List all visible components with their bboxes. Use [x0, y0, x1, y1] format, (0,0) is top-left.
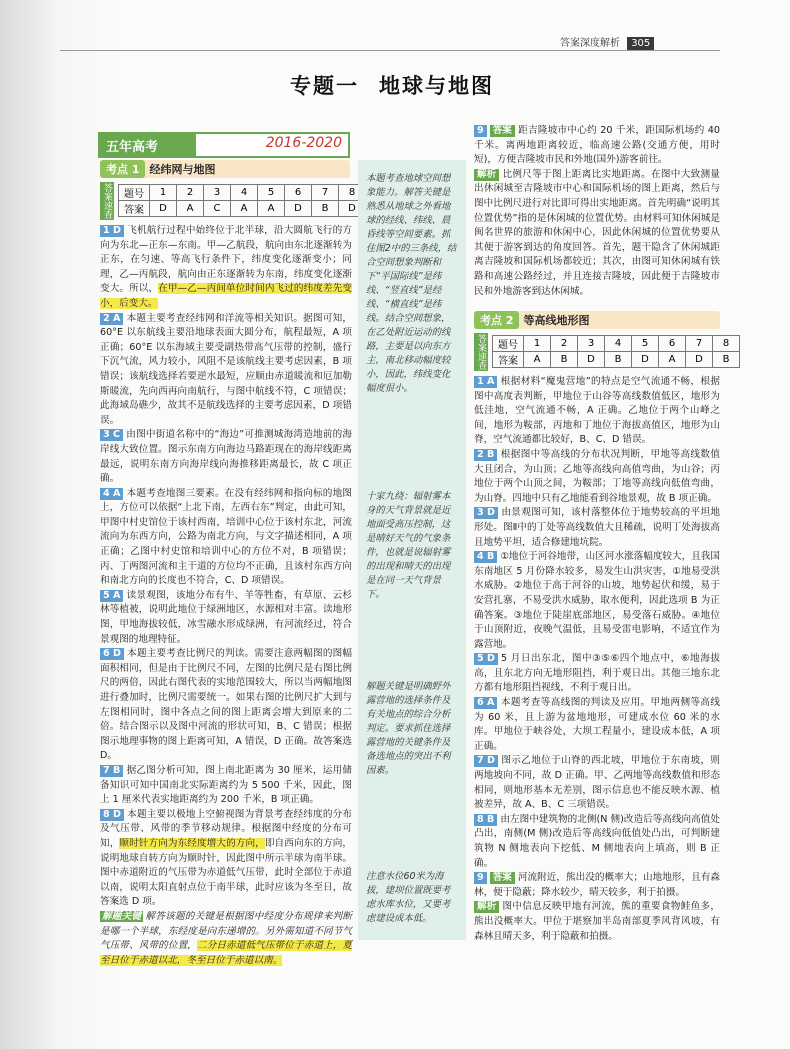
table-header: 题号: [119, 185, 150, 201]
table-header: 答案: [493, 352, 524, 368]
key-paragraph: [100, 910, 352, 968]
answer-paragraph: [100, 224, 352, 312]
margin-note-1: 本题考查地球空间想象能力。解答关键是熟悉从地球之外看地球的经线、纬线、晨昏线等空间要素。抓住图2中的三条线，结合空间想象判断和下“平国际线”是纬线、“竖直线”是经线、“横直线”是纬线。结合空间想象，在乙处附近运动的线路，主要是以向东方主，南北移动幅度较小，因此，纬线变化幅度很小。: [366, 173, 457, 394]
answer-text: 读景观图，该地分布有牛、羊等牲畜，有草原、云杉林等植被，说明此地位于绿洲地区，水源相对丰富。读地形图，甲地海拔较低，冰雪融水形成绿洲，有河流经过，符合景观图的地理特征。: [100, 589, 352, 645]
section-name: 经纬网与地图: [149, 163, 216, 176]
answer-text: 本题主要考查比例尺的判读。需要注意两幅图的图幅面积相同，但是由于比例尺不同，左图的比例尺是右图比例尺的两倍，因此右图代表的实地范围较大，所以当两幅地图进行叠加时，比例尺需要统一。如果右图的比例尺扩大到与左图相同时，图中各点之间的图上距离会增大到原来的二倍。结合图示以及图中河流的形状可知，B、C 错误；根据图示地理事物的图上距离可知，A 错误，D 正确。故答案选 D。: [100, 648, 352, 762]
table-cell: 8: [713, 336, 740, 352]
answer-text: 飞机航行过程中始终位于北半球，沿大圆航飞行的方向为东北—正东—东南。甲—乙航段，航向由东北逐渐转为正东，在匀速、等高飞行条件下，纬度变化逐渐变小；同理，乙—丙航段，航向由正东逐渐转为东南，纬度变化逐渐变大。所以，: [100, 225, 352, 295]
answer-text: 5 月日出东北，图中③⑤⑥四个地点中，⑥地海拔高，且东北方向无地形阻挡，利于观日出。其他三地东北方都有地形阻挡视线，不利于观日出。: [474, 653, 720, 694]
answer-paragraph: [474, 375, 720, 448]
answer-paragraph: [474, 506, 720, 550]
table-cell: D: [578, 352, 605, 368]
answer-paragraph: [100, 764, 352, 808]
answer-badge: 4 B: [474, 551, 497, 563]
answer-text: 由左图中建筑物的北侧(N 侧)改造后等高线向高值处凸出，南侧(M 侧)改造后等高线向低值处凸出，可判断建筑物 N 侧地表向下挖低、M 侧地表向上填高，则 B 正确。: [474, 813, 720, 869]
table-cell: 8: [339, 185, 366, 201]
answer-badge: 5 A: [100, 590, 123, 602]
answer-quicklook-label: 答案速查: [476, 334, 486, 370]
title-part: 专题一: [290, 74, 359, 98]
answer-badge: 9: [474, 125, 487, 137]
answer-badge: 2 B: [474, 449, 497, 461]
table-cell: D: [632, 352, 659, 368]
table-cell: 5: [632, 336, 659, 352]
table-cell: 6: [285, 185, 312, 201]
answer-badge: 3 D: [474, 507, 498, 519]
analysis-text: 比例尺等于图上距离比实地距离。在图中大致测量出休闲城至吉隆坡市中心和国际机场的图上距离，然后与图中比例尺进行对比即可得出实地距离。首先明确“说明其位置优势”指的是休闲城的位置优势。由材料可知休闲城是闽名世界的旅游和休闲中心，因此休闲城的位置优势要从其便于游客到达的角度回答。首先，题干隐含了休闲城距离吉隆坡和国际机场都较近；其次，由图可知休闲城有铁路和高速公路经过，并且连接吉隆坡，因此便于吉隆坡市民和外地游客到达休闲城。: [474, 168, 720, 297]
table-cell: 3: [204, 185, 231, 201]
table-cell: 2: [177, 185, 204, 201]
answer-label: 答案: [490, 125, 515, 137]
answer-label: 答案: [490, 872, 515, 884]
header-text: 答案深度解析: [560, 38, 620, 49]
answer-badge: 1 A: [474, 376, 497, 388]
highlighted-text: 顺时针方向为东经度增大的方向，: [119, 837, 265, 849]
answer-text: 本题主要以极地上空俯视图为背景考查经纬度的分布及气压带、风带的季节移动规律。根据图中经度的分布可知，: [100, 808, 352, 849]
answer-table-1: [118, 184, 366, 217]
answer-paragraph: [474, 448, 720, 506]
table-cell: 1: [524, 336, 551, 352]
table-cell: A: [177, 201, 204, 217]
table-cell: B: [312, 201, 339, 217]
table-cell: 2: [551, 336, 578, 352]
answer-paragraph: [100, 428, 352, 486]
margin-note-4: 注意水位60米为海拔，建坝位置既要考虑水库水位，又要考虑建设成本低。: [366, 871, 451, 924]
answer-badge: 8 B: [474, 814, 497, 826]
section-name: 等高线地形图: [523, 314, 590, 327]
table-cell: D: [339, 201, 366, 217]
table-cell: 7: [686, 336, 713, 352]
answer-badge: 6 D: [100, 648, 124, 660]
page-number: 305: [627, 37, 654, 50]
answer-paragraph: [474, 813, 720, 871]
left-column-text: [100, 224, 352, 968]
answer-text: 本题主要考查经纬网和洋流等相关知识。据图可知，60°E 以东航线主要沿地球表面大圆分布，航程最短，A 项正确；60°E 以东海域主要受副热带高气压带的控制，盛行下沉气流，风力较小，风阻不是该航线主要考虑因素，B 项错误；该航线选择若要逆水最短，应顺由赤道暖流和厄加勒斯暖流，先向西再向南航行，与图中航线不符，C 项错误；此海域岛礁少，故其不是航线选择的主要考虑因素，D 项错误。: [100, 312, 352, 426]
analysis-label: 解析: [474, 169, 499, 181]
answer-badge: 2 A: [100, 313, 123, 325]
table-cell: 3: [578, 336, 605, 352]
table-header: 答案: [119, 201, 150, 217]
key-text: 解答该题的关键是根据图中经度分布规律来判断是哪一个半球，东经度是向东递增的。另外需知道不同节气气压带、风带的位置，: [100, 910, 353, 952]
answer-paragraph: [100, 647, 352, 764]
section-tag: 考点 2: [474, 311, 519, 329]
answer-paragraph: [474, 754, 720, 812]
answer-badge: 7 D: [474, 755, 498, 767]
title-name: 地球与地图: [379, 74, 494, 98]
answer-paragraph: [100, 312, 352, 429]
table-cell: A: [258, 201, 285, 217]
section-tag: 考点 1: [100, 160, 145, 178]
table-cell: 7: [312, 185, 339, 201]
answer-badge: 8 D: [100, 809, 124, 821]
answer-text: 距吉隆坡市中心约 20 千米，距国际机场约 40 千米。离两地距离较近，临高速公路(交通方便，用时短)，方便吉隆坡市民和外地(国外)游客前往。: [474, 125, 720, 166]
answer-table-2: [492, 335, 740, 368]
answer-badge: 9: [474, 872, 487, 884]
answer-text: 由景观图可知，该村落整体位于地势较高的平坦地形处。图Ⅱ中的丁处等高线数值大且稀疏，说明丁处海拔高且地势平坦，适合修建地坑院。: [474, 507, 720, 548]
answer-text: 根据图中等高线的分布状况判断，甲地等高线数值大且闭合，为山顶；乙地等高线向高值弯曲，为山谷；丙地位于两个山顶之间，为鞍部；丁地等高线向低值弯曲，为山脊。四地中只有乙地能看到谷地景观，故 B 项正确。: [474, 448, 720, 504]
analysis-paragraph: [474, 900, 720, 944]
answer-text: 根据材料“魔鬼营地”的特点是空气流通不畅，根据图中高度表判断，甲地位于山谷等高线数值低区，地形为低洼地，空气流通不畅，A 正确。乙地位于两个山峰之间，地形为鞍部，丙地和丁地位于海拔高值区，地形为山脊，空气流通都比较好，B、C、D 错误。: [474, 376, 720, 446]
answer-badge: 6 A: [474, 697, 497, 709]
answer-paragraph: [474, 871, 720, 900]
table-cell: A: [231, 201, 258, 217]
table-cell: 4: [605, 336, 632, 352]
table-cell: 5: [258, 185, 285, 201]
answer-badge: 3 C: [100, 429, 123, 441]
table-cell: D: [686, 352, 713, 368]
analysis-text: 图中信息反映甲地有河流，熊的重要食物鲑鱼多，熊出没概率大。甲位于堪察加半岛南部夏季风背风坡，有森林且晴天多，利于隐蔽和拍摄。: [474, 901, 720, 942]
answer-text: 本题考查等高线图的判读及应用。甲地两侧等高线为 60 米，且上游为盆地地形，可建成水位 60 米的水库。甲地位于峡谷处，大坝工程量小，建设成本低，A 项正确。: [474, 697, 720, 752]
margin-note-3: 解题关键是明确野外露营地的选择条件及有关地点的综合分析判定。要求抓住选择露营地的关键条件及备选地点的突出不利因素。: [366, 681, 451, 776]
answer-text: 由图中街道名称中的“海边”可推测城海湾造地前的海岸线大致位置。图示东南方向海边马路距现在的海岸线距离最远，说明东南方向海岸线向海推移距离最长，故 C 项正确。: [100, 429, 352, 485]
answer-text: 本题考查地图三要素。在没有经纬网和指向标的地图上，方位可以依据“上北下南，左西右东”判定，由此可知，甲图中村史馆位于该村西南，培训中心位于该村东北，河流流向为东西方向，公路为南北方向，与文字描述相同，A 项正确；乙图中村史馆和培训中心的方位不对，B 项错误；丙、丁两图河流和主干道的方位均不正确，且该村东西方向和南北方向的长度也不符合，C、D 项错误。: [100, 487, 352, 587]
answer-text: ①地位于河谷地带，山区河水涨落幅度较大，且我国东南地区 5 月份降水较多，易发生山洪灾害，①地易受洪水威胁。②地位于高于河谷的山坡，地势起伏和缓，易于安营扎寨，不易受洪水威胁，取水便利，因此选项 B 为正确答案。③地位于陡崖底部地区，易受落石威胁。④地位于山顶附近，夜晚气温低，且易受雷电影响，不适宜作为露营地。: [474, 551, 720, 650]
answer-paragraph: [100, 487, 352, 589]
analysis-label: 解析: [474, 901, 499, 913]
answer-paragraph: [474, 652, 720, 696]
answer-badge: 4 A: [100, 488, 123, 500]
right-column-text: [474, 375, 720, 944]
answer-badge: 5 D: [474, 653, 498, 665]
highlighted-text: 二分日赤道低气压带位于赤道上，夏至日位于赤道以北，冬至日位于赤道以南。: [100, 940, 353, 966]
answer-text: 即自西向东的方向，说明地球自转方向为顺时针，因此图中所示半球为南半球。图中赤道附近的气压带为赤道低气压带，此时全部位于赤道以南，说明太阳直射点位于南半球，此时应该为冬至日，故答案选 D 项。: [100, 837, 353, 908]
answer-text: 图示乙地位于山脊的西北坡，甲地位于东南坡，则两地坡向不同，故 D 正确。甲、乙两地等高线数值和形态相同，则地形基本无差别，图示信息也不能反映水源、植被差异，故 A、B、C 三项错误。: [474, 755, 720, 811]
table-cell: B: [605, 352, 632, 368]
right-column-top: [474, 124, 720, 299]
page-title: [290, 70, 514, 100]
margin-note-2: 十家九绕：辐射雾本身的天气背景就是近地面受高压控制，这是晴好天气的气象条件，也就是说辐射雾的出现和晴天的出现是在同一天气背景下。: [366, 491, 451, 600]
answer-paragraph: [100, 808, 352, 910]
table-cell: B: [551, 352, 578, 368]
answer-quicklook-label: 答案速查: [102, 183, 112, 219]
table-cell: 4: [231, 185, 258, 201]
table-cell: D: [285, 201, 312, 217]
key-label: 解题关键: [102, 910, 142, 922]
header-rule: [60, 50, 720, 51]
section-banner: [98, 132, 350, 158]
table-cell: 1: [150, 185, 177, 201]
answer-text: 河流附近，熊出没的概率大；山地地形，且有森林，便于隐蔽；降水较少，晴天较多，利于拍摄。: [474, 872, 720, 898]
highlighted-text: 在甲—乙—丙间单位时间内飞过的纬度差先变小，后变大。: [100, 283, 353, 309]
answer-badge: 1 D: [100, 225, 124, 237]
answer-text: 据乙图分析可知，图上南北距离为 30 厘米，运用储备知识可知中国南北实际距离约为 5 500 千米，因此，图上 1 厘米代表实地距离约为 200 千米，B 项正确。: [100, 764, 352, 806]
section-heading-1: [100, 160, 350, 178]
answer-paragraph: [474, 124, 720, 168]
answer-paragraph: [474, 696, 720, 754]
banner-years: 2016-2020: [265, 135, 342, 151]
table-cell: A: [659, 352, 686, 368]
answer-paragraph: [474, 550, 720, 652]
table-cell: B: [713, 352, 740, 368]
table-cell: D: [150, 201, 177, 217]
table-cell: C: [204, 201, 231, 217]
answer-paragraph: [100, 589, 352, 647]
table-header: 题号: [493, 336, 524, 352]
table-cell: A: [524, 352, 551, 368]
banner-label: 五年高考: [106, 140, 159, 155]
section-heading-2: [474, 311, 720, 329]
analysis-paragraph: [474, 168, 720, 299]
table-cell: 6: [659, 336, 686, 352]
page-header: [560, 34, 654, 50]
answer-badge: 7 B: [100, 765, 123, 777]
